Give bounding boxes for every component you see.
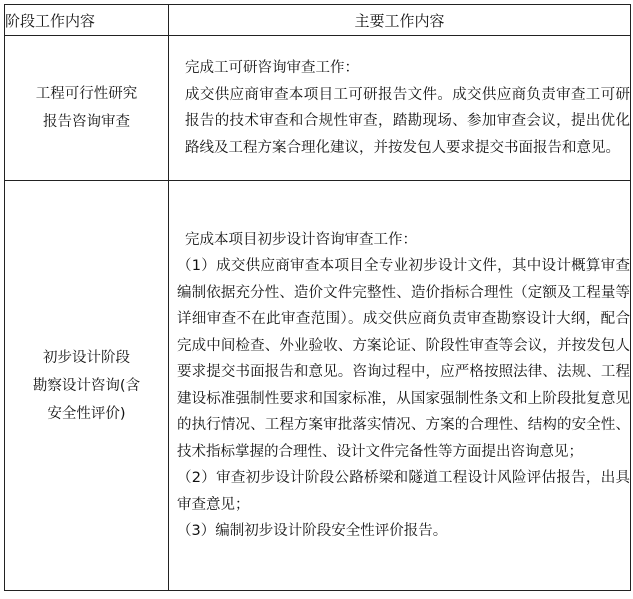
- stage-line: 工程可行性研究: [35, 86, 138, 102]
- content-paragraph: （1）成交供应商审查本项目全专业初步设计文件，其中设计概算审查编制依据充分性、造价文件完整性、造价指标合理性（定额及工程量等详细审查不在此审查范围）。成交供应商负责审查勘察设计大纲，配合完成中间检查、外业验收、方案论证、阶段性审查等会议，并按发包人要求提交书面报告和意见。咨询过程中，应严格按照法律、法规、工程建设标准强制性要求和国家标准，从国家强制性条文和上阶段批复意见的执行情况、工程方案审批落实情况、方案的合理性、结构的安全性、技术指标掌握的合理性、设计文件完备性等方面提出咨询意见；: [177, 258, 630, 460]
- stage-cell: [5, 36, 169, 181]
- stage-line: 安全性评价): [47, 405, 126, 422]
- header-main-content: 主要工作内容: [169, 5, 631, 36]
- table-row: [5, 36, 631, 181]
- table-header-row: [5, 5, 631, 36]
- stage-line: 勘察设计咨询(含: [32, 377, 141, 394]
- content-paragraph: 完成本项目初步设计咨询审查工作：: [185, 231, 417, 248]
- table-row: [5, 181, 631, 591]
- stage-cell: [5, 181, 169, 591]
- content-paragraph: （2）审查初步设计阶段公路桥梁和隧道工程设计风险评估报告，出具审查意见；: [177, 470, 630, 513]
- content-cell: [169, 36, 631, 181]
- stage-line: 初步设计阶段: [43, 349, 130, 366]
- stage-line: 报告咨询审查: [43, 114, 130, 130]
- content-cell: [169, 181, 631, 591]
- content-paragraph: 完成工可研咨询审查工作：: [185, 60, 359, 76]
- header-stage: 阶段工作内容: [5, 5, 169, 36]
- work-content-table: [4, 4, 631, 591]
- content-paragraph: 成交供应商审查本项目工可研报告文件。成交供应商负责审查工可研报告的技术审查和合规性审查，踏勘现场、参加审查会议，提出优化路线及工程方案合理化建议，并按发包人要求提交书面报告和意见。: [185, 86, 630, 156]
- content-paragraph: （3）编制初步设计阶段安全性评价报告。: [177, 523, 448, 539]
